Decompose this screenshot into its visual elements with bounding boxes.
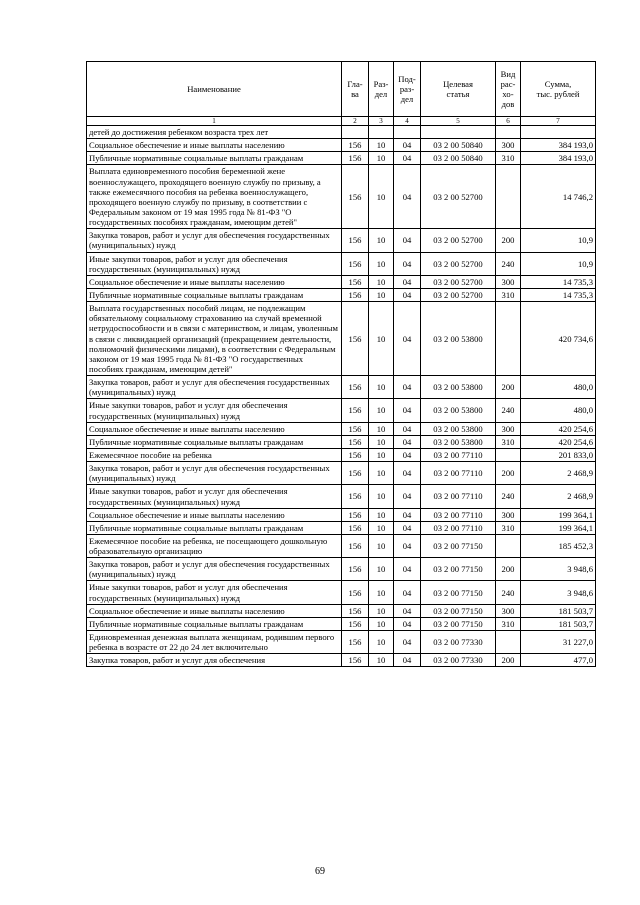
cell-exptype: 310 xyxy=(496,617,521,630)
cell-subsection: 04 xyxy=(394,581,421,604)
cell-amount: 480,0 xyxy=(521,376,596,399)
cell-amount: 14 735,3 xyxy=(521,288,596,301)
cell-name: Закупка товаров, работ и услуг для обеспечения государственных (муниципальных) нужд xyxy=(87,229,342,252)
cell-exptype xyxy=(496,126,521,139)
cell-amount: 31 227,0 xyxy=(521,631,596,654)
cell-amount: 14 735,3 xyxy=(521,275,596,288)
cell-exptype: 240 xyxy=(496,399,521,422)
cell-section: 10 xyxy=(369,288,394,301)
cell-amount: 420 734,6 xyxy=(521,302,596,376)
cell-target: 03 2 00 77110 xyxy=(421,448,496,461)
cell-amount xyxy=(521,126,596,139)
cell-target: 03 2 00 53800 xyxy=(421,399,496,422)
cell-subsection: 04 xyxy=(394,462,421,485)
cell-amount: 14 746,2 xyxy=(521,165,596,229)
cell-subsection: 04 xyxy=(394,422,421,435)
cell-exptype: 300 xyxy=(496,604,521,617)
cell-exptype: 300 xyxy=(496,508,521,521)
cell-name: Иные закупки товаров, работ и услуг для обеспечения государственных (муниципальных) нужд xyxy=(87,485,342,508)
table-row xyxy=(87,604,596,617)
cell-amount: 10,9 xyxy=(521,229,596,252)
col-header-chapter: Гла- ва xyxy=(342,62,369,117)
cell-target: 03 2 00 53800 xyxy=(421,435,496,448)
table-row xyxy=(87,617,596,630)
cell-name: Ежемесячное пособие на ребенка xyxy=(87,448,342,461)
col-header-subsection: Под- раз- дел xyxy=(394,62,421,117)
cell-exptype xyxy=(496,165,521,229)
cell-target: 03 2 00 53800 xyxy=(421,376,496,399)
cell-target xyxy=(421,126,496,139)
col-number: 7 xyxy=(521,117,596,126)
cell-section: 10 xyxy=(369,229,394,252)
cell-target: 03 2 00 77110 xyxy=(421,485,496,508)
cell-subsection: 04 xyxy=(394,302,421,376)
cell-section: 10 xyxy=(369,604,394,617)
table-row xyxy=(87,508,596,521)
table-row xyxy=(87,139,596,152)
cell-chapter: 156 xyxy=(342,252,369,275)
cell-exptype: 200 xyxy=(496,558,521,581)
cell-exptype xyxy=(496,302,521,376)
cell-name: Публичные нормативные социальные выплаты гражданам xyxy=(87,521,342,534)
cell-amount: 384 193,0 xyxy=(521,152,596,165)
cell-exptype xyxy=(496,631,521,654)
cell-subsection: 04 xyxy=(394,558,421,581)
cell-target: 03 2 00 77150 xyxy=(421,604,496,617)
table-row xyxy=(87,302,596,376)
cell-section: 10 xyxy=(369,139,394,152)
cell-subsection: 04 xyxy=(394,139,421,152)
cell-name: Выплата единовременного пособия беременной жене военнослужащего, проходящего военную службу по призыву, а также ежемесячного пособия на ребенка военнослужащего, проходящего военную службу по призыву, в соответствии с Федеральным законом от 19 мая 1995 года № 81-ФЗ "О государственных пособиях гражданам, имеющим детей" xyxy=(87,165,342,229)
cell-exptype: 240 xyxy=(496,252,521,275)
cell-subsection: 04 xyxy=(394,617,421,630)
table-row xyxy=(87,521,596,534)
cell-chapter: 156 xyxy=(342,581,369,604)
cell-section: 10 xyxy=(369,581,394,604)
cell-amount: 199 364,1 xyxy=(521,521,596,534)
table-row xyxy=(87,462,596,485)
cell-chapter: 156 xyxy=(342,422,369,435)
cell-name: Иные закупки товаров, работ и услуг для обеспечения государственных (муниципальных) нужд xyxy=(87,399,342,422)
cell-chapter: 156 xyxy=(342,485,369,508)
cell-section: 10 xyxy=(369,165,394,229)
table-row xyxy=(87,152,596,165)
cell-amount: 477,0 xyxy=(521,654,596,667)
cell-subsection xyxy=(394,126,421,139)
cell-section: 10 xyxy=(369,462,394,485)
cell-target: 03 2 00 52700 xyxy=(421,229,496,252)
cell-subsection: 04 xyxy=(394,376,421,399)
table-row xyxy=(87,376,596,399)
cell-target: 03 2 00 52700 xyxy=(421,165,496,229)
cell-amount: 201 833,0 xyxy=(521,448,596,461)
cell-chapter: 156 xyxy=(342,139,369,152)
col-header-section: Раз- дел xyxy=(369,62,394,117)
cell-target: 03 2 00 77150 xyxy=(421,581,496,604)
cell-amount: 181 503,7 xyxy=(521,604,596,617)
cell-section: 10 xyxy=(369,422,394,435)
cell-section: 10 xyxy=(369,302,394,376)
col-number: 1 xyxy=(87,117,342,126)
cell-name: Социальное обеспечение и иные выплаты населению xyxy=(87,422,342,435)
cell-name: Иные закупки товаров, работ и услуг для обеспечения государственных (муниципальных) нужд xyxy=(87,581,342,604)
cell-exptype: 200 xyxy=(496,654,521,667)
cell-subsection: 04 xyxy=(394,485,421,508)
cell-name: Закупка товаров, работ и услуг для обеспечения государственных (муниципальных) нужд xyxy=(87,558,342,581)
cell-section xyxy=(369,126,394,139)
cell-name: Выплата государственных пособий лицам, не подлежащим обязательному социальному страхованию на случай временной нетрудоспособности и в связи с материнством, и лицам, уволенным в связи с ликвидацией организаций (прекращением деятельности, полномочий физическими лицами), в соответствии с Федеральным законом от 19 мая 1995 года № 81-ФЗ "О государственных пособиях гражданам, имеющим детей" xyxy=(87,302,342,376)
cell-exptype: 240 xyxy=(496,581,521,604)
cell-subsection: 04 xyxy=(394,275,421,288)
cell-target: 03 2 00 77150 xyxy=(421,534,496,557)
cell-amount: 181 503,7 xyxy=(521,617,596,630)
cell-chapter: 156 xyxy=(342,508,369,521)
cell-chapter: 156 xyxy=(342,604,369,617)
cell-name: Закупка товаров, работ и услуг для обеспечения государственных (муниципальных) нужд xyxy=(87,376,342,399)
cell-subsection: 04 xyxy=(394,252,421,275)
table-row xyxy=(87,485,596,508)
cell-name: Публичные нормативные социальные выплаты гражданам xyxy=(87,435,342,448)
cell-chapter: 156 xyxy=(342,534,369,557)
col-number: 3 xyxy=(369,117,394,126)
col-header-name: Наименование xyxy=(87,62,342,117)
cell-target: 03 2 00 52700 xyxy=(421,288,496,301)
cell-name: Социальное обеспечение и иные выплаты населению xyxy=(87,604,342,617)
cell-exptype: 240 xyxy=(496,485,521,508)
cell-subsection: 04 xyxy=(394,508,421,521)
cell-chapter: 156 xyxy=(342,302,369,376)
cell-chapter: 156 xyxy=(342,229,369,252)
col-number: 2 xyxy=(342,117,369,126)
cell-section: 10 xyxy=(369,654,394,667)
cell-exptype: 200 xyxy=(496,229,521,252)
table-row xyxy=(87,165,596,229)
cell-name: Закупка товаров, работ и услуг для обеспечения государственных (муниципальных) нужд xyxy=(87,462,342,485)
table-row xyxy=(87,288,596,301)
cell-target: 03 2 00 53800 xyxy=(421,422,496,435)
cell-exptype xyxy=(496,534,521,557)
cell-amount: 199 364,1 xyxy=(521,508,596,521)
cell-chapter: 156 xyxy=(342,399,369,422)
cell-chapter: 156 xyxy=(342,462,369,485)
cell-section: 10 xyxy=(369,558,394,581)
cell-name: Социальное обеспечение и иные выплаты населению xyxy=(87,139,342,152)
cell-amount: 420 254,6 xyxy=(521,435,596,448)
cell-section: 10 xyxy=(369,376,394,399)
col-number: 6 xyxy=(496,117,521,126)
cell-exptype: 310 xyxy=(496,435,521,448)
cell-subsection: 04 xyxy=(394,399,421,422)
cell-subsection: 04 xyxy=(394,631,421,654)
table-row xyxy=(87,448,596,461)
cell-name: детей до достижения ребенком возраста трех лет xyxy=(87,126,342,139)
cell-target: 03 2 00 77110 xyxy=(421,521,496,534)
cell-name: Закупка товаров, работ и услуг для обеспечения xyxy=(87,654,342,667)
cell-exptype: 300 xyxy=(496,275,521,288)
cell-subsection: 04 xyxy=(394,288,421,301)
cell-section: 10 xyxy=(369,508,394,521)
cell-amount: 2 468,9 xyxy=(521,485,596,508)
cell-target: 03 2 00 77110 xyxy=(421,508,496,521)
cell-amount: 2 468,9 xyxy=(521,462,596,485)
table-row xyxy=(87,534,596,557)
cell-amount: 420 254,6 xyxy=(521,422,596,435)
cell-subsection: 04 xyxy=(394,604,421,617)
col-number: 5 xyxy=(421,117,496,126)
cell-name: Ежемесячное пособие на ребенка, не посещающего дошкольную образовательную организацию xyxy=(87,534,342,557)
cell-target: 03 2 00 77110 xyxy=(421,462,496,485)
cell-exptype: 310 xyxy=(496,288,521,301)
table-row xyxy=(87,435,596,448)
cell-amount: 480,0 xyxy=(521,399,596,422)
cell-target: 03 2 00 50840 xyxy=(421,139,496,152)
cell-section: 10 xyxy=(369,152,394,165)
cell-chapter: 156 xyxy=(342,288,369,301)
cell-chapter: 156 xyxy=(342,654,369,667)
cell-target: 03 2 00 77330 xyxy=(421,631,496,654)
table-row xyxy=(87,252,596,275)
col-number: 4 xyxy=(394,117,421,126)
cell-amount: 3 948,6 xyxy=(521,581,596,604)
cell-exptype: 300 xyxy=(496,139,521,152)
cell-subsection: 04 xyxy=(394,521,421,534)
table-row xyxy=(87,581,596,604)
cell-subsection: 04 xyxy=(394,534,421,557)
table-row xyxy=(87,399,596,422)
cell-section: 10 xyxy=(369,399,394,422)
cell-name: Публичные нормативные социальные выплаты гражданам xyxy=(87,288,342,301)
cell-chapter: 156 xyxy=(342,521,369,534)
cell-chapter: 156 xyxy=(342,435,369,448)
column-number-row xyxy=(87,117,596,126)
budget-table xyxy=(86,61,596,667)
col-header-target: Целевая статья xyxy=(421,62,496,117)
cell-target: 03 2 00 53800 xyxy=(421,302,496,376)
table-row xyxy=(87,275,596,288)
table-row xyxy=(87,558,596,581)
cell-amount: 384 193,0 xyxy=(521,139,596,152)
cell-section: 10 xyxy=(369,275,394,288)
cell-chapter: 156 xyxy=(342,165,369,229)
cell-exptype: 200 xyxy=(496,376,521,399)
cell-name: Иные закупки товаров, работ и услуг для обеспечения государственных (муниципальных) нужд xyxy=(87,252,342,275)
table-row xyxy=(87,631,596,654)
cell-target: 03 2 00 52700 xyxy=(421,252,496,275)
cell-chapter: 156 xyxy=(342,275,369,288)
cell-exptype: 300 xyxy=(496,422,521,435)
cell-name: Единовременная денежная выплата женщинам, родившим первого ребенка в возрасте от 22 до 24 лет включительно xyxy=(87,631,342,654)
table-header xyxy=(87,62,596,126)
cell-chapter: 156 xyxy=(342,448,369,461)
cell-chapter: 156 xyxy=(342,631,369,654)
cell-subsection: 04 xyxy=(394,165,421,229)
cell-name: Социальное обеспечение и иные выплаты населению xyxy=(87,275,342,288)
cell-section: 10 xyxy=(369,448,394,461)
cell-target: 03 2 00 77150 xyxy=(421,617,496,630)
page-number: 69 xyxy=(315,866,325,877)
cell-subsection: 04 xyxy=(394,448,421,461)
table-body xyxy=(87,126,596,667)
cell-subsection: 04 xyxy=(394,435,421,448)
cell-name: Публичные нормативные социальные выплаты гражданам xyxy=(87,617,342,630)
cell-chapter: 156 xyxy=(342,617,369,630)
cell-exptype xyxy=(496,448,521,461)
cell-section: 10 xyxy=(369,435,394,448)
cell-exptype: 310 xyxy=(496,152,521,165)
cell-chapter: 156 xyxy=(342,376,369,399)
table-row xyxy=(87,654,596,667)
cell-target: 03 2 00 52700 xyxy=(421,275,496,288)
cell-subsection: 04 xyxy=(394,229,421,252)
table-row xyxy=(87,422,596,435)
col-header-exptype: Вид рас- хо- дов xyxy=(496,62,521,117)
cell-section: 10 xyxy=(369,252,394,275)
cell-name: Социальное обеспечение и иные выплаты населению xyxy=(87,508,342,521)
cell-name: Публичные нормативные социальные выплаты гражданам xyxy=(87,152,342,165)
cell-section: 10 xyxy=(369,631,394,654)
cell-amount: 10,9 xyxy=(521,252,596,275)
table-row xyxy=(87,126,596,139)
cell-exptype: 310 xyxy=(496,521,521,534)
cell-subsection: 04 xyxy=(394,654,421,667)
cell-target: 03 2 00 77150 xyxy=(421,558,496,581)
cell-section: 10 xyxy=(369,617,394,630)
cell-section: 10 xyxy=(369,534,394,557)
cell-chapter: 156 xyxy=(342,152,369,165)
cell-chapter: 156 xyxy=(342,558,369,581)
col-header-amount: Сумма, тыс. рублей xyxy=(521,62,596,117)
cell-target: 03 2 00 50840 xyxy=(421,152,496,165)
cell-amount: 185 452,3 xyxy=(521,534,596,557)
cell-exptype: 200 xyxy=(496,462,521,485)
cell-target: 03 2 00 77330 xyxy=(421,654,496,667)
cell-chapter xyxy=(342,126,369,139)
cell-amount: 3 948,6 xyxy=(521,558,596,581)
cell-subsection: 04 xyxy=(394,152,421,165)
table-row xyxy=(87,229,596,252)
cell-section: 10 xyxy=(369,521,394,534)
cell-section: 10 xyxy=(369,485,394,508)
